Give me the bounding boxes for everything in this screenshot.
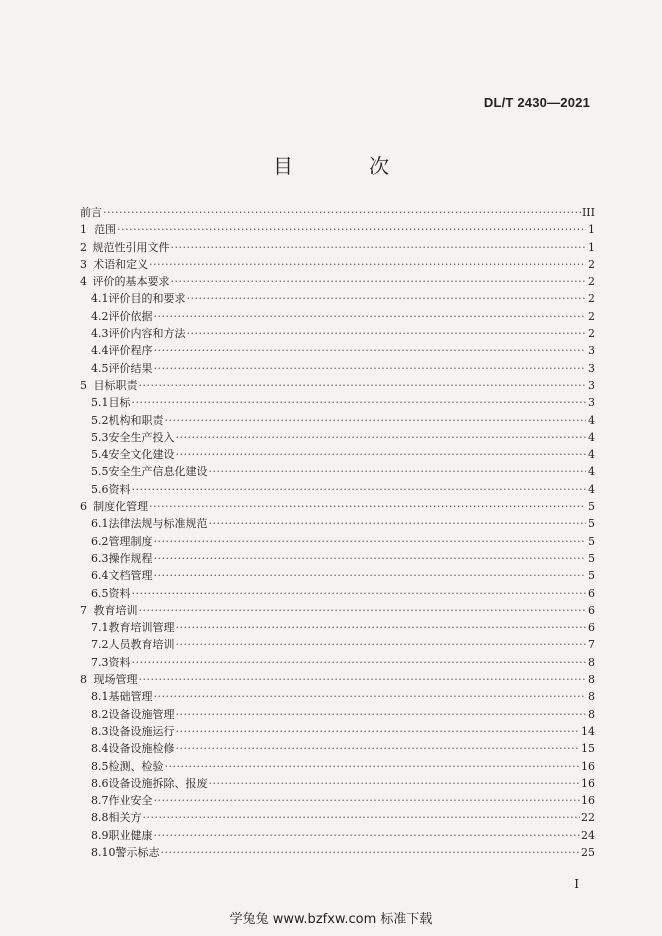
toc-title: 目 次 (273, 154, 417, 178)
toc-entry[interactable] (80, 827, 595, 844)
toc-entry-title: 评价的基本要求 (92, 275, 170, 289)
toc-entry[interactable] (80, 239, 595, 256)
toc-entry-title: 检测、检验 (108, 759, 164, 773)
toc-entry-number: 5.2 (91, 413, 109, 427)
toc-entry-number: 5 (80, 378, 87, 392)
toc-entry-page: 4 (588, 448, 595, 462)
toc-entry-number: 4.1 (91, 292, 109, 306)
toc-entry-page: 2 (588, 292, 595, 306)
toc-dot-leader (138, 377, 586, 394)
toc-entry-page: 6 (588, 603, 595, 617)
toc-entry-page: 8 (588, 655, 595, 669)
toc-entry-page: 2 (588, 309, 595, 323)
toc-entry[interactable] (80, 481, 595, 498)
toc-entry-number: 4.2 (91, 309, 109, 323)
toc-entry-title: 制度化管理 (93, 500, 149, 514)
toc-entry-page: 3 (588, 378, 595, 392)
toc-entry[interactable] (80, 809, 595, 826)
toc-entry[interactable] (80, 723, 595, 740)
toc-entry-number: 2 (80, 240, 87, 254)
toc-entry-number: 4.3 (91, 327, 109, 341)
toc-entry-title: 资料 (108, 482, 131, 496)
toc-dot-leader (176, 636, 587, 653)
toc-entry-number: 8.2 (91, 707, 109, 721)
toc-entry-page: 6 (588, 621, 595, 635)
toc-entry-page: 8 (588, 690, 595, 704)
toc-entry-number: 4.4 (91, 344, 109, 358)
toc-entry[interactable] (80, 342, 595, 359)
toc-list (80, 204, 595, 861)
toc-entry-title: 教育培训管理 (108, 621, 175, 635)
toc-entry-title: 评价目的和要求 (108, 292, 186, 306)
toc-entry[interactable] (80, 740, 595, 757)
toc-entry-number: 8 (80, 673, 87, 687)
toc-dot-leader (165, 758, 581, 775)
toc-entry-page: 2 (588, 327, 595, 341)
toc-entry-page: 16 (581, 759, 595, 773)
toc-dot-leader (171, 239, 586, 256)
toc-entry-number: 7.1 (91, 621, 109, 635)
toc-entry[interactable] (80, 412, 595, 429)
toc-entry-number: 7.3 (91, 655, 109, 669)
toc-entry-page: 6 (588, 586, 595, 600)
toc-entry-title: 范围 (94, 223, 117, 237)
toc-entry[interactable] (80, 533, 595, 550)
toc-entry-title: 评价结果 (108, 361, 153, 375)
toc-dot-leader (154, 688, 587, 705)
toc-entry-number: 6 (80, 500, 87, 514)
toc-entry[interactable] (80, 706, 595, 723)
toc-entry-number: 8.10 (91, 845, 116, 859)
toc-entry-title: 警示标志 (115, 845, 160, 859)
toc-entry-page: 3 (588, 344, 595, 358)
toc-entry-number: 5.6 (91, 482, 109, 496)
toc-entry-page: 8 (588, 707, 595, 721)
toc-entry-number: 6.3 (91, 551, 109, 565)
toc-entry-page: 3 (588, 361, 595, 375)
toc-entry-title: 管理制度 (108, 534, 153, 548)
toc-entry[interactable] (80, 619, 595, 636)
toc-entry-title: 法律法规与标准规范 (108, 517, 208, 531)
toc-entry-title: 机构和职责 (108, 413, 164, 427)
toc-entry[interactable] (80, 360, 595, 377)
toc-entry[interactable] (80, 446, 595, 463)
toc-entry[interactable] (80, 394, 595, 411)
toc-entry-title: 文档管理 (108, 569, 153, 583)
toc-entry[interactable] (80, 325, 595, 342)
toc-entry[interactable] (80, 775, 595, 792)
toc-entry-page: 5 (588, 569, 595, 583)
toc-entry-number: 6.2 (91, 534, 109, 548)
toc-entry-title: 相关方 (108, 811, 142, 825)
toc-entry-title: 设备设施检修 (108, 742, 175, 756)
toc-entry-page: 22 (581, 811, 595, 825)
toc-entry-number: 6.5 (91, 586, 109, 600)
toc-entry-number: 8.9 (91, 828, 109, 842)
toc-entry-number: 5.5 (91, 465, 109, 479)
toc-entry-title: 规范性引用文件 (92, 240, 170, 254)
toc-entry[interactable] (80, 654, 595, 671)
toc-dot-leader (176, 706, 587, 723)
toc-entry-page: 5 (588, 534, 595, 548)
toc-entry-number: 8.6 (91, 776, 109, 790)
toc-entry[interactable] (80, 308, 595, 325)
toc-entry-number: 8.5 (91, 759, 109, 773)
toc-entry-number: 4.5 (91, 361, 109, 375)
toc-entry-number: 6.1 (91, 517, 109, 531)
toc-entry-title: 目标 (108, 396, 131, 410)
toc-entry[interactable] (80, 515, 595, 532)
toc-entry-page: 8 (588, 673, 595, 687)
toc-entry[interactable] (80, 273, 595, 290)
toc-entry-page: 24 (581, 828, 595, 842)
toc-entry-title: 基础管理 (108, 690, 153, 704)
watermark: 学兔兔 www.bzfxw.com 标准下载 (229, 912, 433, 927)
toc-dot-leader (176, 619, 587, 636)
toc-entry-number: 4 (80, 275, 87, 289)
toc-entry[interactable] (80, 688, 595, 705)
toc-entry-number: 8.4 (91, 742, 109, 756)
toc-entry-number: 7.2 (91, 638, 109, 652)
toc-entry-page: 4 (588, 482, 595, 496)
toc-entry-title: 安全生产信息化建设 (108, 465, 208, 479)
toc-entry-title: 职业健康 (108, 828, 153, 842)
toc-entry-page: 4 (588, 465, 595, 479)
toc-dot-leader (154, 360, 587, 377)
toc-dot-leader (138, 602, 586, 619)
toc-entry-number: 5.1 (91, 396, 109, 410)
doc-code: DL/T 2430—2021 (483, 95, 590, 110)
toc-entry-title: 安全生产投入 (108, 430, 175, 444)
toc-entry-number: 5.3 (91, 430, 109, 444)
toc-entry-number: 7 (80, 603, 87, 617)
toc-entry-page: 7 (588, 638, 595, 652)
toc-entry[interactable] (80, 377, 595, 394)
toc-entry-page: 16 (581, 794, 595, 808)
toc-entry-title: 评价内容和方法 (108, 327, 186, 341)
toc-entry-title: 目标职责 (93, 378, 138, 392)
toc-entry[interactable] (80, 636, 595, 653)
toc-entry-page: 5 (588, 517, 595, 531)
toc-entry-title: 设备设施拆除、报废 (108, 776, 208, 790)
toc-dot-leader (154, 308, 587, 325)
toc-entry-title: 前言 (80, 206, 102, 219)
toc-entry[interactable] (80, 671, 595, 688)
toc-entry-title: 人员教育培训 (108, 638, 175, 652)
toc-dot-leader (149, 498, 586, 515)
toc-dot-leader (154, 567, 587, 584)
toc-dot-leader (154, 533, 587, 550)
toc-entry-title: 术语和定义 (93, 257, 149, 271)
toc-entry[interactable] (80, 550, 595, 567)
toc-entry-page: 2 (588, 275, 595, 289)
toc-dot-leader (171, 273, 586, 290)
toc-entry-page: 4 (588, 430, 595, 444)
toc-entry[interactable] (80, 256, 595, 273)
toc-dot-leader (132, 585, 587, 602)
toc-dot-leader (209, 775, 581, 792)
toc-dot-leader (117, 221, 586, 238)
toc-entry[interactable] (80, 498, 595, 515)
toc-entry-number: 6.4 (91, 569, 109, 583)
toc-entry-page: 16 (581, 776, 595, 790)
toc-entry-page: III (581, 206, 595, 219)
toc-entry-title: 操作规程 (108, 551, 153, 565)
toc-entry[interactable] (80, 602, 595, 619)
toc-entry-page: 14 (581, 724, 595, 738)
toc-entry-page: 5 (588, 551, 595, 565)
toc-entry-page: 2 (588, 257, 595, 271)
toc-entry[interactable] (80, 221, 595, 238)
toc-dot-leader (176, 446, 587, 463)
toc-entry-page: 1 (588, 223, 595, 237)
toc-entry-title: 教育培训 (93, 603, 138, 617)
toc-dot-leader (154, 827, 581, 844)
toc-entry-number: 8.8 (91, 811, 109, 825)
toc-entry[interactable] (80, 844, 595, 861)
toc-dot-leader (176, 429, 587, 446)
toc-entry[interactable] (80, 290, 595, 307)
toc-dot-leader (187, 290, 587, 307)
toc-entry-title: 评价依据 (108, 309, 153, 323)
toc-entry[interactable] (80, 792, 595, 809)
toc-entry[interactable] (80, 567, 595, 584)
toc-dot-leader (132, 394, 587, 411)
toc-dot-leader (161, 844, 581, 861)
toc-dot-leader (143, 809, 581, 826)
toc-entry-page: 3 (588, 396, 595, 410)
toc-entry-title: 评价程序 (108, 344, 153, 358)
toc-entry-page: 1 (588, 240, 595, 254)
toc-dot-leader (154, 792, 581, 809)
toc-dot-leader (132, 654, 587, 671)
toc-entry[interactable] (80, 585, 595, 602)
toc-entry-title: 资料 (108, 586, 131, 600)
toc-dot-leader (149, 256, 586, 273)
toc-entry-page: 25 (581, 845, 595, 859)
toc-entry-title: 设备设施管理 (108, 707, 175, 721)
toc-dot-leader (165, 412, 587, 429)
toc-entry-page: 15 (581, 742, 595, 756)
toc-dot-leader (132, 481, 587, 498)
page-number: I (574, 877, 579, 891)
toc-entry-number: 8.1 (91, 690, 109, 704)
toc-entry[interactable] (80, 204, 595, 221)
toc-dot-leader (138, 671, 586, 688)
toc-dot-leader (209, 515, 587, 532)
toc-dot-leader (176, 740, 581, 757)
toc-dot-leader (209, 463, 587, 480)
toc-entry-page: 5 (588, 500, 595, 514)
toc-dot-leader (154, 550, 587, 567)
toc-entry[interactable] (80, 429, 595, 446)
toc-dot-leader (103, 204, 581, 221)
toc-entry-title: 现场管理 (93, 673, 138, 687)
toc-dot-leader (187, 325, 587, 342)
toc-entry[interactable] (80, 463, 595, 480)
toc-entry[interactable] (80, 758, 595, 775)
toc-dot-leader (154, 342, 587, 359)
toc-entry-number: 8.7 (91, 794, 109, 808)
toc-entry-number: 3 (80, 257, 87, 271)
toc-dot-leader (176, 723, 581, 740)
toc-entry-number: 5.4 (91, 448, 109, 462)
toc-entry-page: 4 (588, 413, 595, 427)
toc-entry-title: 设备设施运行 (108, 724, 175, 738)
toc-entry-number: 1 (80, 223, 87, 237)
toc-entry-number: 8.3 (91, 724, 109, 738)
toc-entry-title: 安全文化建设 (108, 448, 175, 462)
toc-entry-title: 资料 (108, 655, 131, 669)
toc-entry-title: 作业安全 (108, 794, 153, 808)
